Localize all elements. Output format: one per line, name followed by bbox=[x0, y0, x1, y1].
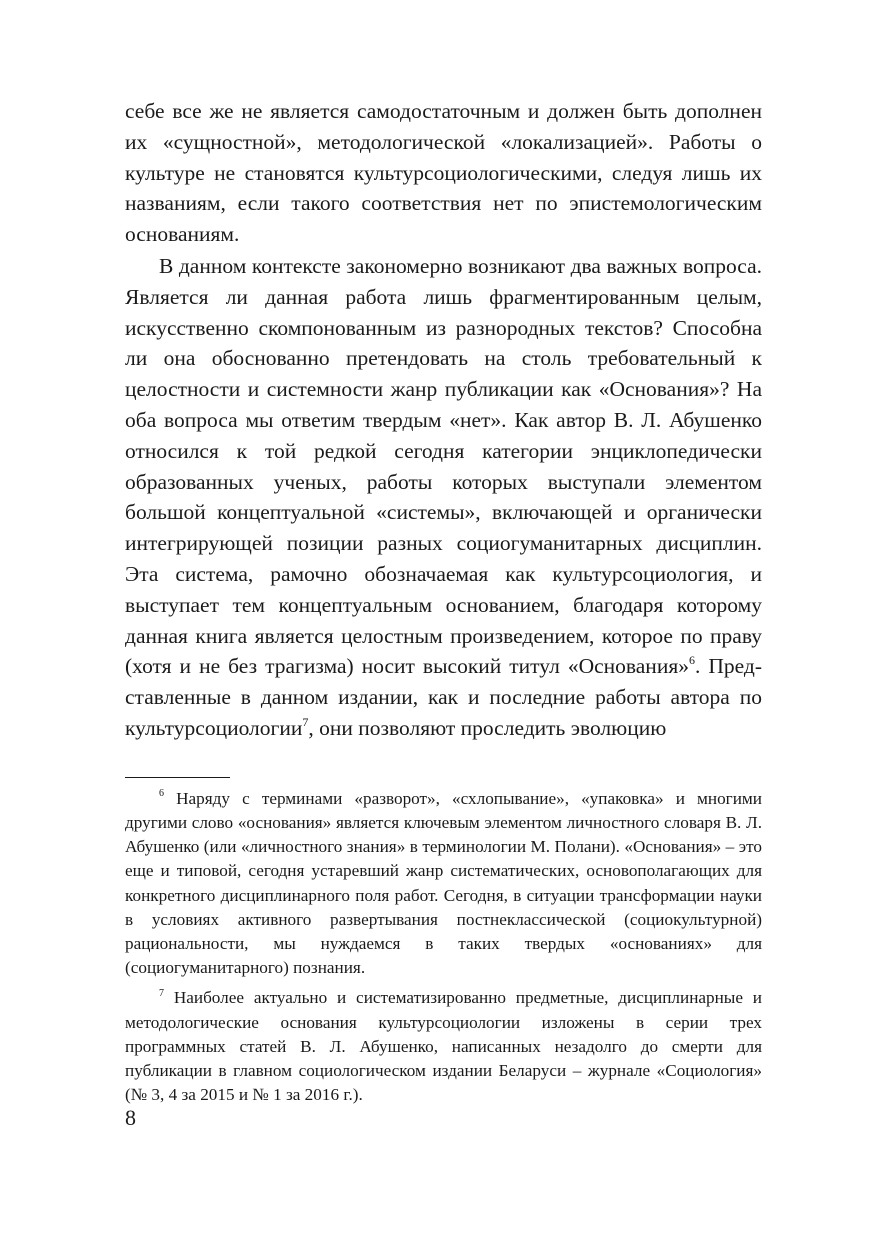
footnote bbox=[125, 787, 762, 981]
footnotes bbox=[125, 787, 762, 1108]
paragraph-text: . Представленные в данном издании, как и последние работы автора по культурсоциологии bbox=[125, 654, 762, 740]
main-text bbox=[125, 96, 762, 744]
paragraph-continued: себе все же не является самодостаточным и должен быть дополнен их «сущностной», методологической «локализацией». Работы о культуре не становятся культурсоциологическими, следуя лишь их названиям, если такого соответствия нет по эпистемологическим основаниям. bbox=[125, 99, 762, 247]
page-number: 8 bbox=[125, 1105, 136, 1130]
footnote-divider bbox=[125, 777, 230, 778]
footnote-text: Наиболее актуально и систематизированно предметные, дисциплинарные и методологические основания культурсоциологии изложены в серии трех программных статей В. Л. Абушенко, написанных незадолго до смерти для публикации в главном социологическом издании Беларуси – журнале «Социология» (№ 3, 4 за 2015 и № 1 за 2016 г.). bbox=[125, 988, 763, 1105]
book-page bbox=[125, 96, 762, 1107]
footnote-number: 6 bbox=[159, 788, 164, 799]
paragraph-text: В данном контексте закономерно возникают два важных вопроса. Является ли данная работа лишь фрагментированным целым, искусственно скомпонованным из разнородных текстов? Способна ли она обоснованно претендовать на столь требовательный к целостности и системности жанр публикации как «Основания»? На оба вопроса мы ответим твердым «нет». Как автор В. Л. Абушенко относился к той редкой сегодня категории энциклопедически образованных ученых, работы которых выступали элементом большой концептуальной «системы», включающей и органически интегрирующей позиции разных социогуманитарных дисциплин. Эта система, рамочно обозначаемая как культурсоциология, и выступает тем концептуальным основанием, благодаря которому данная книга является целостным произведением, которое по праву (хотя и не без трагизма) носит высокий титул «Основания» bbox=[125, 253, 762, 679]
paragraph bbox=[125, 251, 762, 744]
footnote-ref[interactable]: 6 bbox=[688, 653, 695, 668]
footnote bbox=[125, 986, 762, 1107]
paragraph-text: , они позволяют проследить эволюцию bbox=[308, 715, 667, 740]
footnote-text: Наряду с терминами «разворот», «схлопывание», «упаковка» и многими другими слово «основания» является ключевым элементом личностного словаря В. Л. Абушенко (или «личностного знания» в терминологии М. Полани). «Основания» – это еще и типовой, сегодня устаревший жанр систематических, основополагающих для конкретного дисциплинарного поля работ. Сегодня, в ситуации трансформации науки в условиях активного развертывания постнеклассической (социокультурной) рациональности, мы нуждаемся в таких твердых «основаниях» для (социогуманитарного) познания. bbox=[125, 788, 763, 978]
footnote-number: 7 bbox=[159, 987, 164, 999]
footnote-ref[interactable]: 7 bbox=[302, 714, 309, 729]
